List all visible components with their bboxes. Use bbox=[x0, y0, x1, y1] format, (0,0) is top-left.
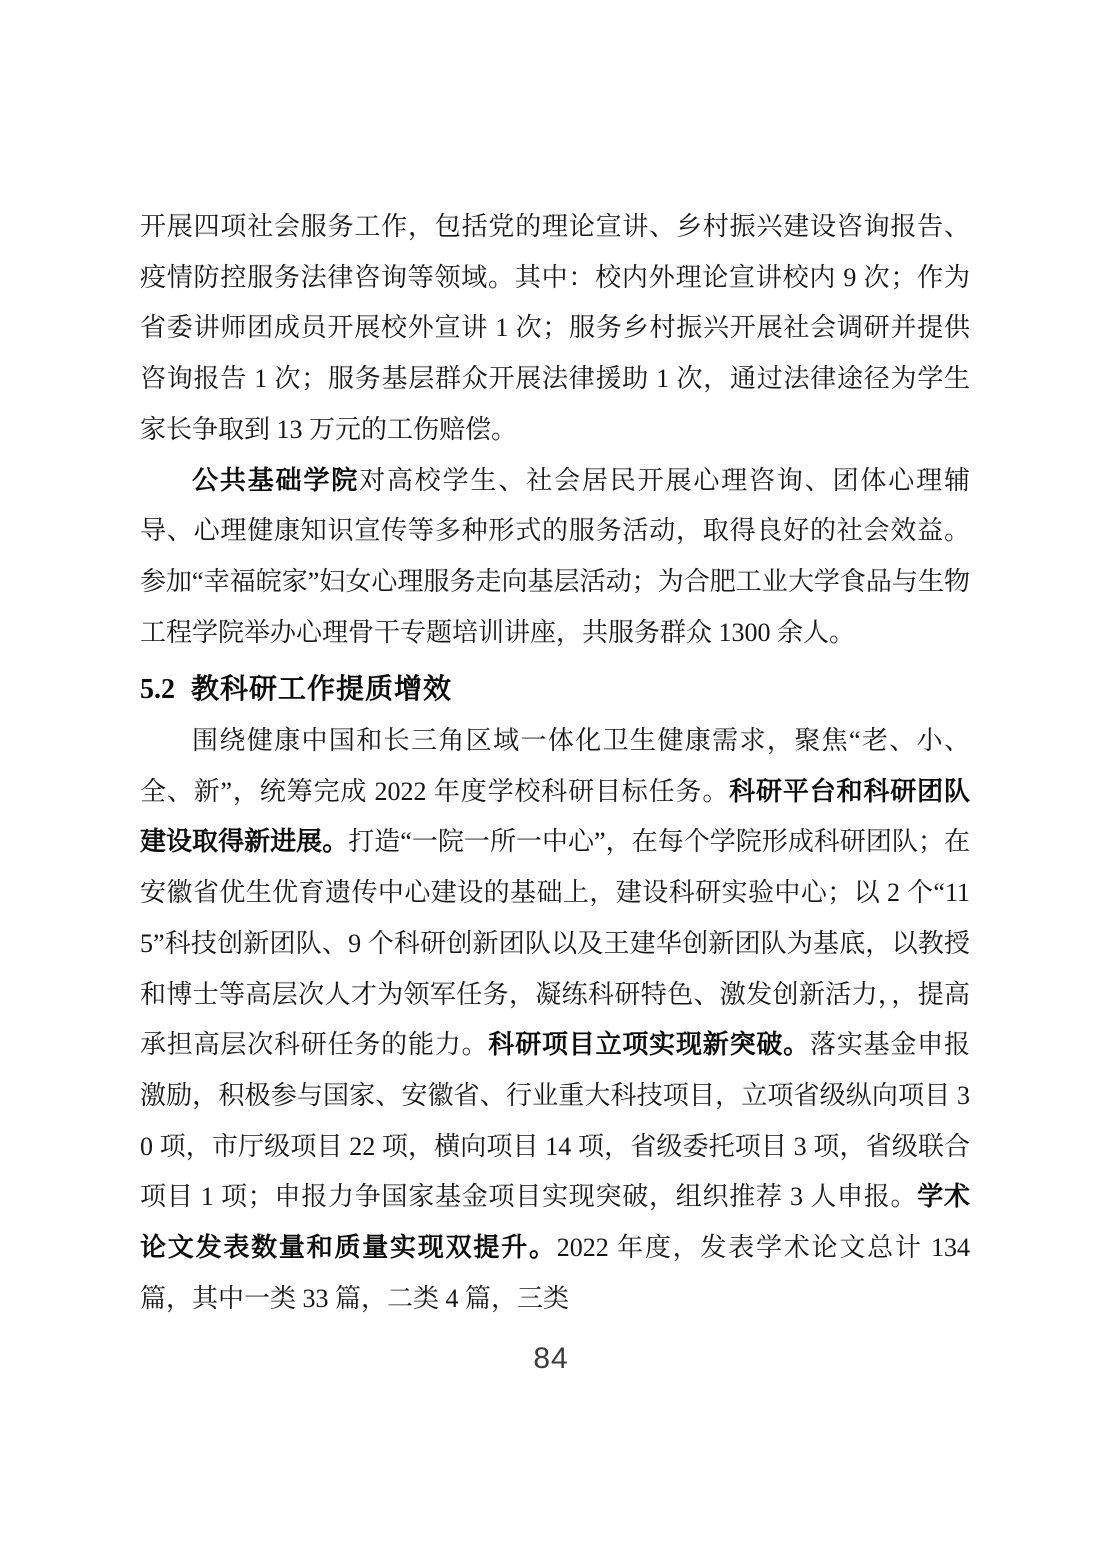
paragraph-public-foundation-college bbox=[140, 456, 970, 659]
text-run: 开展四项社会服务工作，包括党的理论宣讲、乡村振兴建设咨询报告、疫情防控服务法律咨询等领域。其中：校内外理论宣讲校内 9 次；作为省委讲师团成员开展校外宣讲 1 次；服务乡村振兴开展社会调研并提供咨询报告 1 次；服务基层群众开展法律援助 1 次，通过法律途径为学生家长争取到 13 万元的工伤赔偿。 bbox=[140, 212, 970, 444]
page-footer bbox=[0, 1342, 1102, 1376]
text-run: 对高校学生、社会居民开展心理咨询、团体心理辅导、心理健康知识宣传等多种形式的服务活动，取得良好的社会效益。参加“幸福皖家”妇女心理服务走向基层活动；为合肥工业大学食品与生物工程学院举办心理骨干专题培训讲座，共服务群众 1300 余人。 bbox=[140, 465, 970, 647]
section-title: 教科研工作提质增效 bbox=[191, 674, 453, 706]
paragraph-social-service bbox=[140, 202, 970, 456]
page-number: 84 bbox=[533, 1342, 569, 1375]
emphasis-college-name: 公共基础学院 bbox=[192, 465, 360, 495]
text-run: 落实基金申报激励，积极参与国家、安徽省、行业重大科技项目，立项省级纵向项目 30 项，市厅级项目 22 项，横向项目 14 项，省级委托项目 3 项，省级联合项目 1 项；申报力争国家基金项目实现突破，组织推荐 3 人申报。 bbox=[140, 1030, 970, 1212]
text-run: 打造“一院一所一中心”，在每个学院形成科研团队；在安徽省优生优育遗传中心建设的基础上，建设科研实验中心；以 2 个“115”科技创新团队、9 个科研创新团队以及王建华创新团队为基底，以教授和博士等高层次人才为领军任务，凝练科研特色、激发创新活力，，提高承担高层次科研任务的能力。 bbox=[140, 827, 970, 1060]
document-body bbox=[140, 202, 970, 1324]
text-run: 围绕健康中国和长三角区域一体化卫生健康需求，聚焦“老、小、全、新”，统筹完成 2022 年度学校科研目标任务。 bbox=[140, 726, 970, 806]
emphasis-research-platform: 科研平台和科研团队建设取得新进展。 bbox=[140, 776, 970, 857]
paragraph-research-overview bbox=[140, 716, 970, 1324]
section-number: 5.2 bbox=[140, 674, 175, 706]
emphasis-project-breakthrough: 科研项目立项实现新突破。 bbox=[488, 1030, 810, 1060]
section-heading bbox=[140, 665, 970, 716]
emphasis-paper-quality: 学术论文发表数量和质量实现双提升。 bbox=[140, 1182, 970, 1263]
text-run: 2022 年度，发表学术论文总计 134 篇，其中一类 33 篇，二类 4 篇，三类 bbox=[140, 1233, 970, 1313]
